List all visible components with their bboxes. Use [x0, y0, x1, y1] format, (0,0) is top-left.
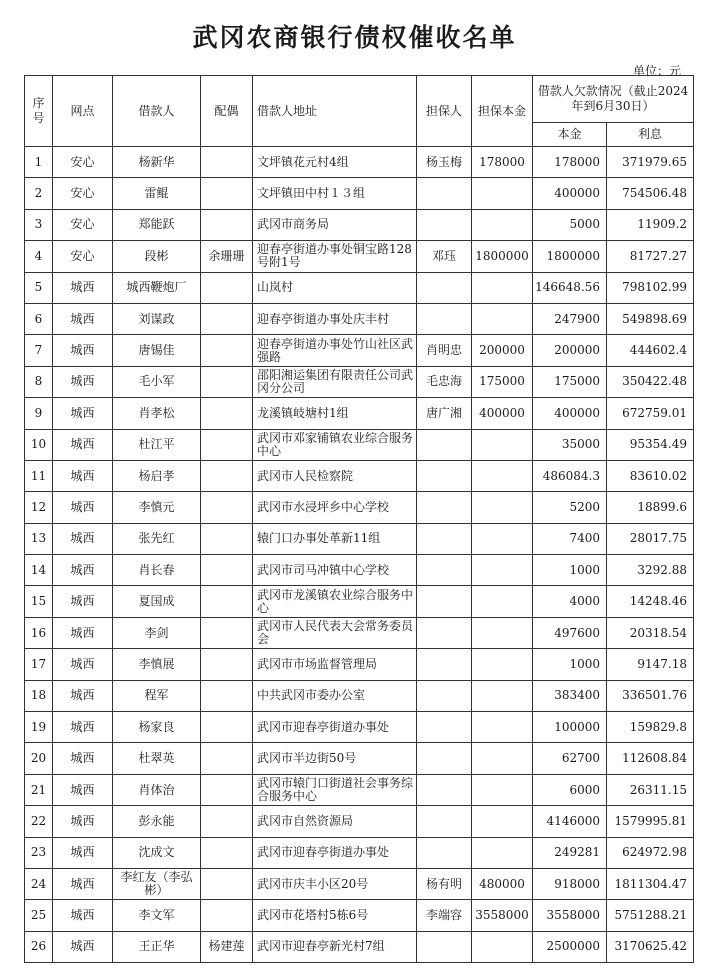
cell-spouse	[201, 680, 253, 711]
cell-guarantor	[417, 712, 472, 743]
header-address: 借款人地址	[253, 76, 417, 147]
cell-spouse	[201, 586, 253, 617]
cell-spouse	[201, 303, 253, 334]
cell-no: 14	[25, 555, 53, 586]
cell-guarantee-principal	[472, 774, 533, 805]
cell-address: 武冈市迎春亭街道办事处	[253, 837, 417, 868]
cell-interest: 95354.49	[607, 429, 694, 460]
cell-spouse	[201, 617, 253, 648]
table-row	[25, 492, 694, 523]
cell-borrower: 城西鞭炮厂	[113, 272, 201, 303]
cell-interest: 336501.76	[607, 680, 694, 711]
cell-address: 迎春亭街道办事处庆丰村	[253, 303, 417, 334]
cell-principal: 1800000	[533, 241, 607, 272]
cell-branch: 城西	[53, 617, 113, 648]
cell-interest: 1811304.47	[607, 868, 694, 899]
cell-guarantor	[417, 429, 472, 460]
cell-interest: 18899.6	[607, 492, 694, 523]
cell-spouse	[201, 492, 253, 523]
cell-guarantor: 邓珏	[417, 241, 472, 272]
cell-guarantee-principal	[472, 680, 533, 711]
table-row	[25, 680, 694, 711]
cell-no: 26	[25, 931, 53, 962]
cell-spouse	[201, 555, 253, 586]
cell-branch: 城西	[53, 774, 113, 805]
cell-branch: 城西	[53, 868, 113, 899]
document-title: 武冈农商银行债权催收名单	[192, 23, 517, 52]
cell-borrower: 李剑	[113, 617, 201, 648]
header-spouse: 配偶	[201, 76, 253, 147]
cell-guarantee-principal	[472, 586, 533, 617]
cell-branch: 城西	[53, 649, 113, 680]
cell-branch: 城西	[53, 837, 113, 868]
table-row	[25, 209, 694, 240]
cell-guarantee-principal: 3558000	[472, 900, 533, 931]
header-branch: 网点	[53, 76, 113, 147]
cell-interest: 350422.48	[607, 366, 694, 397]
cell-borrower: 肖体治	[113, 774, 201, 805]
cell-principal: 4146000	[533, 806, 607, 837]
table-row	[25, 366, 694, 397]
cell-principal: 249281	[533, 837, 607, 868]
cell-no: 4	[25, 241, 53, 272]
cell-interest: 3170625.42	[607, 931, 694, 962]
cell-address: 武冈市市场监督管理局	[253, 649, 417, 680]
cell-guarantee-principal: 400000	[472, 398, 533, 429]
cell-no: 5	[25, 272, 53, 303]
cell-interest: 5751288.21	[607, 900, 694, 931]
cell-guarantee-principal	[472, 743, 533, 774]
cell-guarantee-principal	[472, 209, 533, 240]
cell-interest: 444602.4	[607, 335, 694, 366]
header-borrower: 借款人	[113, 76, 201, 147]
table-row	[25, 241, 694, 272]
cell-spouse	[201, 147, 253, 178]
cell-borrower: 杜江平	[113, 429, 201, 460]
cell-interest: 9147.18	[607, 649, 694, 680]
cell-principal: 1000	[533, 555, 607, 586]
cell-no: 6	[25, 303, 53, 334]
cell-guarantee-principal: 200000	[472, 335, 533, 366]
cell-no: 17	[25, 649, 53, 680]
cell-no: 21	[25, 774, 53, 805]
cell-address: 武冈市花塔村5栋6号	[253, 900, 417, 931]
cell-guarantor	[417, 837, 472, 868]
cell-interest: 81727.27	[607, 241, 694, 272]
cell-no: 8	[25, 366, 53, 397]
cell-borrower: 杨启孝	[113, 460, 201, 491]
cell-guarantee-principal	[472, 837, 533, 868]
cell-interest: 83610.02	[607, 460, 694, 491]
cell-guarantor	[417, 303, 472, 334]
cell-branch: 城西	[53, 303, 113, 334]
cell-guarantor	[417, 209, 472, 240]
cell-address: 武冈市庆丰小区20号	[253, 868, 417, 899]
table-row	[25, 335, 694, 366]
header-guarantor: 担保人	[417, 76, 472, 147]
cell-principal: 100000	[533, 712, 607, 743]
cell-branch: 城西	[53, 429, 113, 460]
cell-interest: 1579995.81	[607, 806, 694, 837]
cell-borrower: 杨家良	[113, 712, 201, 743]
cell-principal: 5000	[533, 209, 607, 240]
cell-branch: 城西	[53, 680, 113, 711]
cell-address: 中共武冈市委办公室	[253, 680, 417, 711]
cell-guarantee-principal	[472, 272, 533, 303]
cell-branch: 城西	[53, 806, 113, 837]
table-row	[25, 900, 694, 931]
cell-address: 武冈市龙溪镇农业综合服务中心	[253, 586, 417, 617]
cell-interest: 3292.88	[607, 555, 694, 586]
cell-interest: 371979.65	[607, 147, 694, 178]
cell-branch: 安心	[53, 147, 113, 178]
cell-branch: 城西	[53, 743, 113, 774]
cell-spouse	[201, 712, 253, 743]
cell-address: 辕门口办事处革新11组	[253, 523, 417, 554]
cell-interest: 112608.84	[607, 743, 694, 774]
table-row	[25, 586, 694, 617]
cell-address: 武冈市自然资源局	[253, 806, 417, 837]
table-row	[25, 837, 694, 868]
cell-no: 19	[25, 712, 53, 743]
cell-principal: 4000	[533, 586, 607, 617]
table-row	[25, 555, 694, 586]
cell-no: 10	[25, 429, 53, 460]
cell-guarantor: 李端容	[417, 900, 472, 931]
cell-branch: 安心	[53, 209, 113, 240]
cell-branch: 城西	[53, 555, 113, 586]
cell-spouse	[201, 335, 253, 366]
cell-principal: 200000	[533, 335, 607, 366]
cell-no: 13	[25, 523, 53, 554]
cell-interest: 28017.75	[607, 523, 694, 554]
cell-no: 11	[25, 460, 53, 491]
cell-branch: 城西	[53, 398, 113, 429]
cell-branch: 安心	[53, 241, 113, 272]
cell-guarantee-principal: 178000	[472, 147, 533, 178]
header-no: 序号	[25, 76, 53, 147]
cell-branch: 城西	[53, 335, 113, 366]
table-row	[25, 523, 694, 554]
cell-address: 武冈市人民代表大会常务委员会	[253, 617, 417, 648]
cell-borrower: 李慎元	[113, 492, 201, 523]
cell-no: 9	[25, 398, 53, 429]
cell-borrower: 夏国成	[113, 586, 201, 617]
header-arrears: 借款人欠款情况（截止2024年到6月30日）	[533, 76, 694, 123]
cell-no: 23	[25, 837, 53, 868]
cell-address: 武冈市水浸坪乡中心学校	[253, 492, 417, 523]
cell-guarantor	[417, 492, 472, 523]
cell-guarantee-principal	[472, 492, 533, 523]
cell-guarantor	[417, 649, 472, 680]
cell-spouse	[201, 868, 253, 899]
cell-guarantee-principal	[472, 617, 533, 648]
cell-spouse	[201, 429, 253, 460]
cell-branch: 城西	[53, 366, 113, 397]
cell-spouse	[201, 366, 253, 397]
cell-guarantee-principal	[472, 523, 533, 554]
cell-guarantor	[417, 806, 472, 837]
cell-address: 武冈市司马冲镇中心学校	[253, 555, 417, 586]
table-row	[25, 147, 694, 178]
cell-guarantee-principal	[472, 806, 533, 837]
header-guarantee-principal: 担保本金	[472, 76, 533, 147]
cell-no: 18	[25, 680, 53, 711]
cell-address: 山岚村	[253, 272, 417, 303]
cell-branch: 城西	[53, 712, 113, 743]
cell-guarantee-principal	[472, 303, 533, 334]
cell-no: 20	[25, 743, 53, 774]
cell-guarantor: 毛忠海	[417, 366, 472, 397]
table-row	[25, 806, 694, 837]
cell-guarantee-principal: 480000	[472, 868, 533, 899]
cell-principal: 6000	[533, 774, 607, 805]
table-row	[25, 931, 694, 962]
cell-address: 武冈市迎春亭街道办事处	[253, 712, 417, 743]
cell-guarantor	[417, 931, 472, 962]
cell-no: 2	[25, 178, 53, 209]
cell-guarantee-principal: 175000	[472, 366, 533, 397]
table-row	[25, 712, 694, 743]
cell-borrower: 李文军	[113, 900, 201, 931]
cell-branch: 城西	[53, 272, 113, 303]
cell-guarantee-principal	[472, 178, 533, 209]
cell-principal: 1000	[533, 649, 607, 680]
cell-address: 武冈市迎春亭新光村7组	[253, 931, 417, 962]
table-row	[25, 743, 694, 774]
table-row	[25, 460, 694, 491]
cell-guarantor: 肖明忠	[417, 335, 472, 366]
cell-principal: 175000	[533, 366, 607, 397]
cell-principal: 35000	[533, 429, 607, 460]
cell-guarantee-principal	[472, 712, 533, 743]
cell-interest: 624972.98	[607, 837, 694, 868]
header-principal: 本金	[533, 123, 607, 147]
cell-guarantor	[417, 743, 472, 774]
table-body	[25, 147, 694, 963]
cell-guarantor: 杨有明	[417, 868, 472, 899]
cell-branch: 安心	[53, 178, 113, 209]
cell-guarantor	[417, 774, 472, 805]
cell-branch: 城西	[53, 492, 113, 523]
cell-no: 25	[25, 900, 53, 931]
cell-interest: 672759.01	[607, 398, 694, 429]
debt-collection-table	[24, 75, 694, 963]
cell-spouse	[201, 272, 253, 303]
cell-address: 邵阳湘运集团有限责任公司武冈分公司	[253, 366, 417, 397]
cell-guarantor	[417, 617, 472, 648]
cell-address: 武冈市商务局	[253, 209, 417, 240]
cell-principal: 247900	[533, 303, 607, 334]
cell-interest: 798102.99	[607, 272, 694, 303]
unit-label: 单位：元	[632, 64, 681, 78]
table-row	[25, 178, 694, 209]
cell-interest: 754506.48	[607, 178, 694, 209]
cell-address: 武冈市辕门口街道社会事务综合服务中心	[253, 774, 417, 805]
cell-borrower: 张先红	[113, 523, 201, 554]
cell-no: 7	[25, 335, 53, 366]
cell-borrower: 段彬	[113, 241, 201, 272]
cell-address: 迎春亭街道办事处竹山社区武强路	[253, 335, 417, 366]
table-row	[25, 649, 694, 680]
cell-guarantee-principal	[472, 460, 533, 491]
cell-borrower: 肖长春	[113, 555, 201, 586]
cell-spouse: 余珊珊	[201, 241, 253, 272]
cell-spouse	[201, 774, 253, 805]
cell-principal: 178000	[533, 147, 607, 178]
cell-guarantor	[417, 272, 472, 303]
table-row	[25, 398, 694, 429]
cell-address: 文坪镇田中村１３组	[253, 178, 417, 209]
table-row	[25, 868, 694, 899]
cell-no: 12	[25, 492, 53, 523]
cell-no: 1	[25, 147, 53, 178]
table-row	[25, 429, 694, 460]
cell-no: 24	[25, 868, 53, 899]
cell-principal: 5200	[533, 492, 607, 523]
cell-borrower: 李红友（李弘彬）	[113, 868, 201, 899]
cell-no: 22	[25, 806, 53, 837]
cell-interest: 11909.2	[607, 209, 694, 240]
header-interest: 利息	[607, 123, 694, 147]
cell-principal: 400000	[533, 178, 607, 209]
cell-spouse: 杨建莲	[201, 931, 253, 962]
cell-spouse	[201, 209, 253, 240]
cell-principal: 400000	[533, 398, 607, 429]
cell-branch: 城西	[53, 586, 113, 617]
cell-borrower: 肖孝松	[113, 398, 201, 429]
cell-address: 武冈市半边街50号	[253, 743, 417, 774]
cell-principal: 383400	[533, 680, 607, 711]
cell-guarantee-principal	[472, 555, 533, 586]
cell-principal: 146648.56	[533, 272, 607, 303]
cell-principal: 2500000	[533, 931, 607, 962]
table-row	[25, 272, 694, 303]
cell-guarantor	[417, 460, 472, 491]
cell-principal: 486084.3	[533, 460, 607, 491]
cell-spouse	[201, 523, 253, 554]
cell-branch: 城西	[53, 931, 113, 962]
cell-spouse	[201, 806, 253, 837]
cell-guarantor: 唐广湘	[417, 398, 472, 429]
cell-guarantor	[417, 586, 472, 617]
cell-no: 15	[25, 586, 53, 617]
cell-no: 3	[25, 209, 53, 240]
cell-borrower: 杜翠英	[113, 743, 201, 774]
cell-borrower: 毛小军	[113, 366, 201, 397]
table-row	[25, 617, 694, 648]
table-row	[25, 303, 694, 334]
cell-guarantor	[417, 523, 472, 554]
cell-principal: 918000	[533, 868, 607, 899]
cell-interest: 159829.8	[607, 712, 694, 743]
cell-address: 武冈市邓家铺镇农业综合服务中心	[253, 429, 417, 460]
cell-interest: 20318.54	[607, 617, 694, 648]
cell-borrower: 沈成文	[113, 837, 201, 868]
cell-guarantee-principal	[472, 429, 533, 460]
cell-borrower: 程军	[113, 680, 201, 711]
cell-address: 迎春亭街道办事处铜宝路128号附1号	[253, 241, 417, 272]
cell-spouse	[201, 743, 253, 774]
cell-spouse	[201, 398, 253, 429]
cell-principal: 3558000	[533, 900, 607, 931]
cell-interest: 14248.46	[607, 586, 694, 617]
cell-borrower: 刘谋政	[113, 303, 201, 334]
cell-borrower: 雷鲲	[113, 178, 201, 209]
cell-borrower: 唐锡佳	[113, 335, 201, 366]
cell-guarantee-principal	[472, 649, 533, 680]
cell-guarantor	[417, 555, 472, 586]
table-row	[25, 774, 694, 805]
cell-no: 16	[25, 617, 53, 648]
cell-guarantor	[417, 680, 472, 711]
cell-address: 文坪镇花元村4组	[253, 147, 417, 178]
cell-guarantor: 杨玉梅	[417, 147, 472, 178]
cell-guarantee-principal: 1800000	[472, 241, 533, 272]
cell-interest: 26311.15	[607, 774, 694, 805]
cell-branch: 城西	[53, 523, 113, 554]
cell-spouse	[201, 649, 253, 680]
cell-guarantor	[417, 178, 472, 209]
cell-address: 武冈市人民检察院	[253, 460, 417, 491]
cell-spouse	[201, 178, 253, 209]
cell-address: 龙溪镇岐塘村1组	[253, 398, 417, 429]
cell-principal: 497600	[533, 617, 607, 648]
cell-borrower: 彭永能	[113, 806, 201, 837]
cell-borrower: 李慎展	[113, 649, 201, 680]
cell-borrower: 杨新华	[113, 147, 201, 178]
cell-spouse	[201, 900, 253, 931]
cell-principal: 62700	[533, 743, 607, 774]
cell-spouse	[201, 837, 253, 868]
cell-borrower: 王正华	[113, 931, 201, 962]
cell-guarantee-principal	[472, 931, 533, 962]
cell-branch: 城西	[53, 460, 113, 491]
cell-borrower: 郑能跃	[113, 209, 201, 240]
cell-interest: 549898.69	[607, 303, 694, 334]
cell-principal: 7400	[533, 523, 607, 554]
cell-spouse	[201, 460, 253, 491]
cell-branch: 城西	[53, 900, 113, 931]
